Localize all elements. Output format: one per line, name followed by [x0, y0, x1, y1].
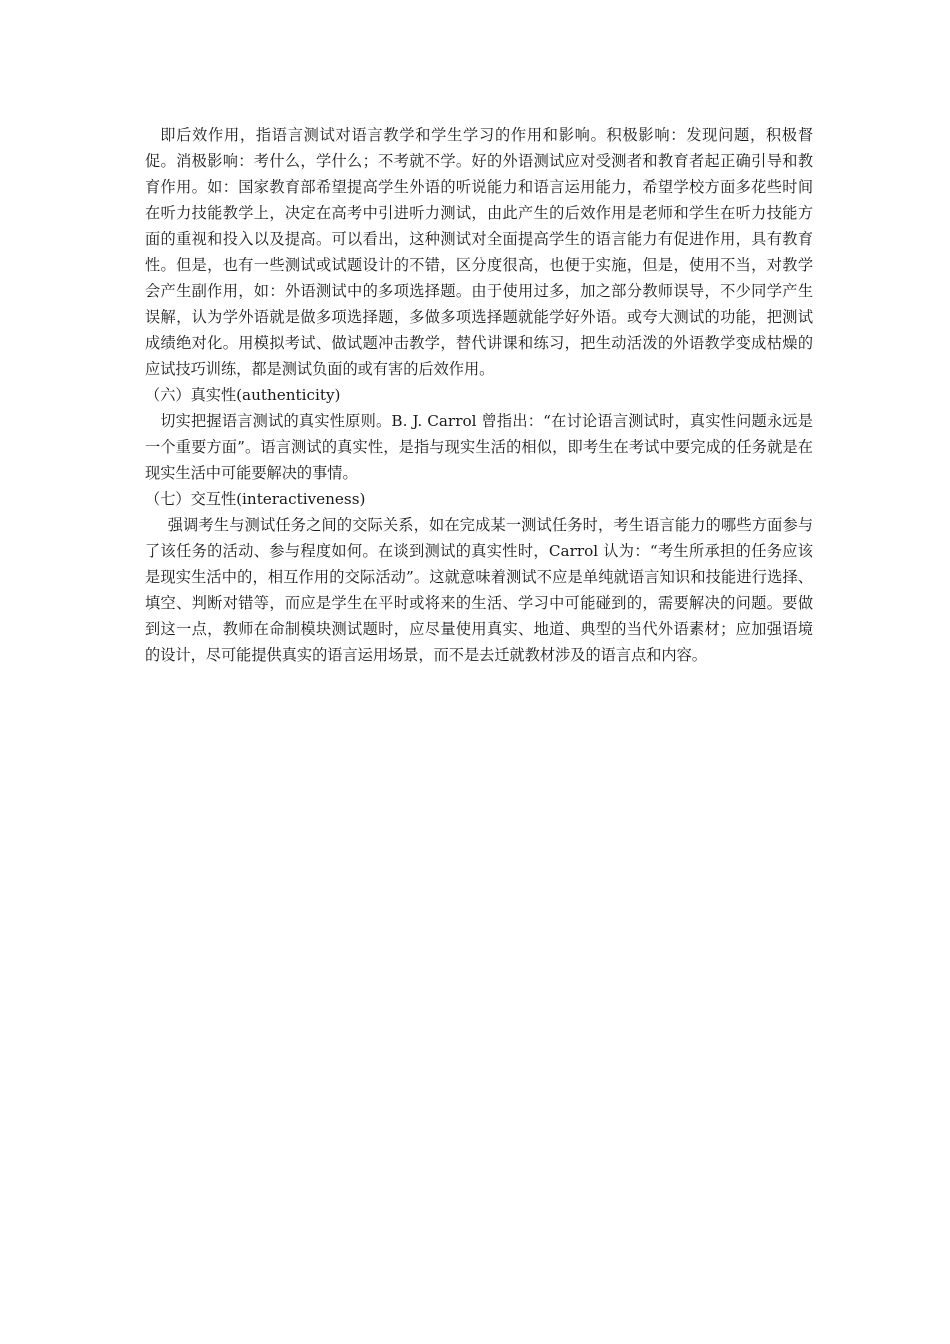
document-body	[145, 122, 813, 668]
paragraph-authenticity: 切实把握语言测试的真实性原则。B. J. Carrol 曾指出：“在讨论语言测试时，真实性问题永远是一个重要方面”。语言测试的真实性，是指与现实生活的相似，即考生在考试中要完成的任务就是在现实生活中可能要解决的事情。	[145, 412, 813, 482]
section-heading-authenticity: （六）真实性(authenticity)	[145, 386, 341, 404]
paragraph-washback-effect: 即后效作用，指语言测试对语言教学和学生学习的作用和影响。积极影响：发现问题，积极督促。消极影响：考什么，学什么；不考就不学。好的外语测试应对受测者和教育者起正确引导和教育作用。如：国家教育部希望提高学生外语的听说能力和语言运用能力，希望学校方面多花些时间在听力技能教学上，决定在高考中引进听力测试，由此产生的后效作用是老师和学生在听力技能方面的重视和投入以及提高。可以看出，这种测试对全面提高学生的语言能力有促进作用，具有教育性。但是，也有一些测试或试题设计的不错，区分度很高，也便于实施，但是，使用不当，对教学会产生副作用，如：外语测试中的多项选择题。由于使用过多，加之部分教师误导，不少同学产生误解，认为学外语就是做多项选择题，多做多项选择题就能学好外语。或夸大测试的功能，把测试成绩绝对化。用模拟考试、做试题冲击教学，替代讲课和练习，把生动活泼的外语教学变成枯燥的应试技巧训练，都是测试负面的或有害的后效作用。	[145, 126, 813, 378]
paragraph-interactiveness: 强调考生与测试任务之间的交际关系，如在完成某一测试任务时，考生语言能力的哪些方面参与了该任务的活动、参与程度如何。在谈到测试的真实性时，Carrol 认为：“考生所承担的任务应该是现实生活中的，相互作用的交际活动”。这就意味着测试不应是单纯就语言知识和技能进行选择、填空、判断对错等，而应是学生在平时或将来的生活、学习中可能碰到的，需要解决的问题。要做到这一点，教师在命制模块测试题时，应尽量使用真实、地道、典型的当代外语素材；应加强语境的设计，尽可能提供真实的语言运用场景，而不是去迁就教材涉及的语言点和内容。	[145, 516, 813, 664]
section-heading-interactiveness: （七）交互性(interactiveness)	[145, 490, 366, 508]
